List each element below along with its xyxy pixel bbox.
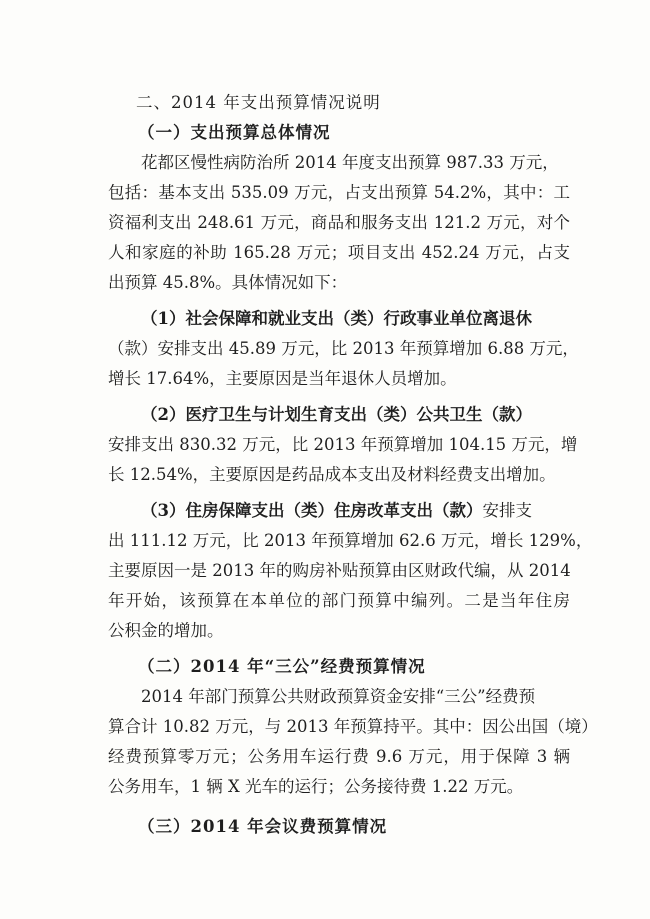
paragraph-line: 资福利支出 248.61 万元，商品和服务支出 121.2 万元，对个 xyxy=(108,213,570,232)
section1-title: （一）支出预算总体情况 xyxy=(138,123,331,142)
paragraph-line: 长 12.54%，主要原因是药品成本支出及材料经费支出增加。 xyxy=(108,465,556,484)
item3-lead xyxy=(108,496,570,526)
section3-title: （三）2014 年会议费预算情况 xyxy=(138,817,388,836)
paragraph-line: 公积金的增加。 xyxy=(108,621,224,640)
item1-lead: （1）社会保障和就业支出（类）行政事业单位离退休 xyxy=(141,309,532,328)
paragraph-line: 人和家庭的补助 165.28 万元；项目支出 452.24 万元，占支 xyxy=(108,243,570,262)
paragraph-line: （款）安排支出 45.89 万元，比 2013 年预算增加 6.88 万元， xyxy=(108,339,579,358)
item3-lead-rest: 安排支 xyxy=(482,501,532,520)
item2-lead: （2）医疗卫生与计划生育支出（类）公共卫生（款） xyxy=(141,405,532,424)
paragraph-line: 增长 17.64%，主要原因是当年退休人员增加。 xyxy=(108,369,457,388)
paragraph-line: 算合计 10.82 万元，与 2013 年预算持平。其中：因公出国（境） xyxy=(108,717,598,736)
paragraph-line: 包括：基本支出 535.09 万元，占支出预算 54.2%，其中：工 xyxy=(108,183,570,202)
paragraph-line: 经费预算零万元；公务用车运行费 9.6 万元，用于保障 3 辆 xyxy=(108,747,570,766)
paragraph-line: 出 111.12 万元，比 2013 年预算增加 62.6 万元，增长 129%， xyxy=(108,531,593,550)
main-heading: 二、2014 年支出预算情况说明 xyxy=(136,93,381,112)
paragraph-line: 主要原因一是 2013 年的购房补贴预算由区财政代编，从 2014 xyxy=(108,561,571,580)
item3-lead-bold: （3）住房保障支出（类）住房改革支出（款） xyxy=(141,501,483,520)
paragraph-line: 年开始，该预算在本单位的部门预算中编列。二是当年住房 xyxy=(108,591,570,610)
paragraph-line: 公务用车，1 辆 X 光车的运行；公务接待费 1.22 万元。 xyxy=(108,777,524,796)
paragraph-line: 2014 年部门预算公共财政预算资金安排“三公”经费预 xyxy=(141,687,536,706)
section2-title: （二）2014 年“三公”经费预算情况 xyxy=(138,657,426,676)
paragraph-line: 安排支出 830.32 万元，比 2013 年预算增加 104.15 万元，增 xyxy=(108,435,578,454)
paragraph-line: 出预算 45.8%。具体情况如下： xyxy=(108,273,348,292)
paragraph-line: 花都区慢性病防治所 2014 年度支出预算 987.33 万元， xyxy=(141,153,559,172)
